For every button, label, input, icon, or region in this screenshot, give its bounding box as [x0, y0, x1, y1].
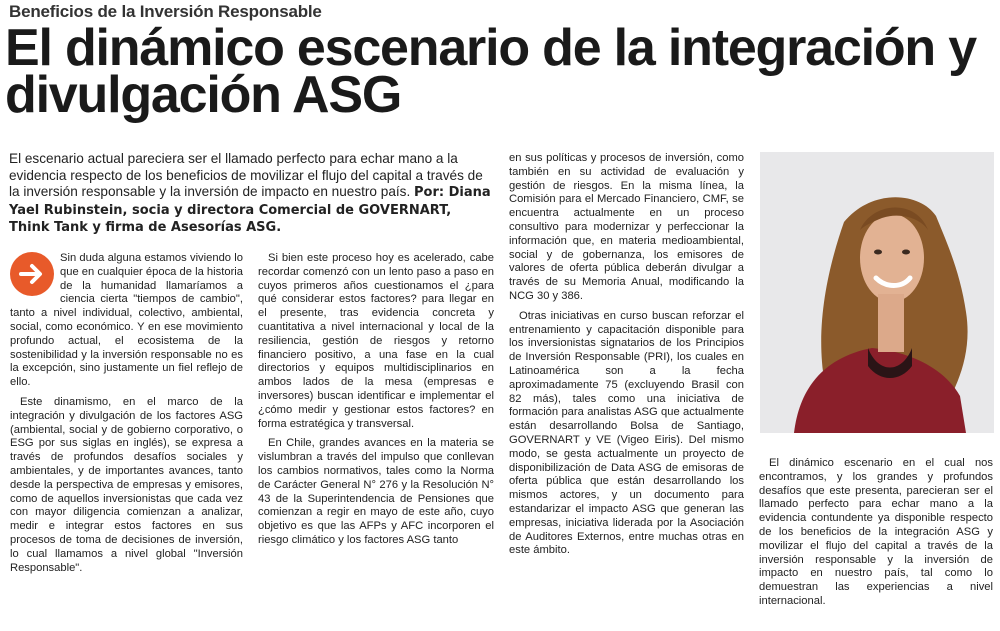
author-photo [760, 152, 994, 433]
paragraph: En Chile, grandes avances en la materia se vislumbran a través del impulso que conllevan los cambios normativos, tales como la Norma de Carácter General N° 276 y la Resolución N° 43 de la Superintendencia de Pensiones que comienzan a regir en mayo de este año, cuyo objetivo es que las AFPs y AFC incorporen el riesgo climático y los factores ASG tanto [258, 437, 494, 546]
byline: Por: Diana Yael Rubinstein, socia y directora Comercial de GOVERNART, Think Tank y firma de Asesorías ASG. [9, 185, 491, 236]
column-4 [759, 457, 993, 615]
column-1 [10, 252, 243, 581]
paragraph [10, 252, 243, 390]
column-2 [258, 252, 494, 554]
paragraph-text: Sin duda alguna estamos viviendo lo que en cualquier época de la historia de la humanidad llamaríamos a ciencia cierta "tiempos de cambio", tanto a nivel individual, colectivo, ambiental, social, como económico. Y en ese movimiento profundo actual, el ecosistema de la sostenibilidad y la inversión responsable no es la excepción, sino justamente un fiel reflejo de ello. [10, 252, 243, 389]
paragraph: Este dinamismo, en el marco de la integración y divulgación de los factores ASG (ambiental, social y de gobierno corporativo, o ESG por sus siglas en inglés), se expresa a través de profundos desafíos sociales y ambientales, y de importantes avances, tanto desde la perspectiva de empresas y emisores, como de aquellos inversionistas que cada vez con mayor diligencia comienzan a analizar, medir e integrar estos factores en sus procesos de toma de decisiones de inversión, lo cual llamamos a nivel global "Inversión Responsable". [10, 395, 243, 574]
arrow-right-icon [10, 252, 54, 296]
lead-text: El escenario actual pareciera ser el llamado perfecto para echar mano a la evidencia respecto de los beneficios de movilizar el flujo del capital a través de la inversión responsable y la inversión de impacto en nuestro país. [9, 151, 483, 200]
paragraph: Otras iniciativas en curso buscan reforzar el entrenamiento y capacitación disponible para los inversionistas signatarios de los Principios de Inversión Responsable (PRI), los cuales en Latinoamérica son a la fecha aproximadamente 75 (excluyendo Brasil con 82 más), tales como una iniciativa de formación para analistas ASG que actualmente están desarrollando Bolsa de Santiago, GOVERNART y VE (Vigeo Eiris). Del mismo modo, se gesta actualmente un proyecto de disponibilización de Data ASG de emisoras de oferta pública que están desarrollando los mismos actores, y un documento para estandarizar el impacto ASG que generan las empresas, iniciativa liderada por la Asociación de Auditores Externos, entre muchas otras en este ámbito. [509, 309, 744, 557]
lead-paragraph [9, 151, 495, 237]
column-3 [509, 152, 744, 564]
headline: El dinámico escenario de la integración y divulgación ASG [5, 19, 976, 124]
paragraph: Si bien este proceso hoy es acelerado, cabe recordar comenzó con un lento paso a paso en cuyos primeros años cuestionamos el ¿para qué considerar estos factores? para llegar en el presente, tras evidencia concreta y cuantitativa a nivel internacional y local de la resiliencia, gestión de riesgos y retorno financiero positivo, a una fase en la cual directorios y equipos multidisciplinarios en ambos lados de la mesa (empresas e inversores) buscan identificar e implementar el ¿cómo medir y gestionar estos factores? en forma estratégica y transversal. [258, 252, 494, 430]
paragraph: en sus políticas y procesos de inversión, como también en su actividad de evaluación y gestión de riesgos. En la misma línea, la Comisión para el Mercado Financiero, CMF, se encuentra actualmente en un proceso consultivo para modernizar y perfeccionar la información que, en materia medioambiental, social y de gobernanza, los emisores de valores de oferta pública deberán divulgar a través de su Memoria Anual, modificando la NCG 30 y 386. [509, 152, 744, 302]
paragraph: El dinámico escenario en el cual nos encontramos, y los grandes y profundos desafíos que este presenta, parecieran ser el llamado perfecto para echar mano a la evidencia contundente ya disponible respecto de los beneficios de la integración ASG y movilizar el flujo del capital a través de la inversión responsable y la inversión de impacto en nuestro país, tal como lo demuestran las experiencias a nivel internacional. [759, 457, 993, 607]
section-kicker: Beneficios de la Inversión Responsable [9, 2, 322, 21]
